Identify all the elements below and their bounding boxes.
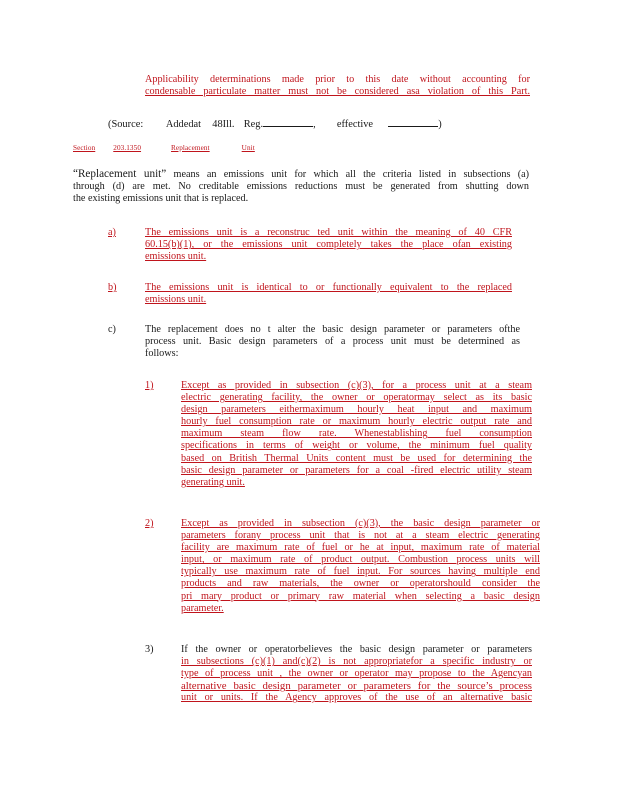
section-number: 203.1350 [113, 144, 142, 152]
source-effective: effective [336, 119, 374, 130]
section-title-a: Replacement [171, 144, 210, 152]
effective-date-blank [388, 116, 438, 127]
subitem-2-text [181, 518, 540, 615]
definition-line-2: through (d) are met. No creditable emissions reductions must be generated from shutting down [73, 181, 529, 193]
source-volume: 48Ill. [212, 119, 235, 130]
subitem-2-line: Except as provided in subsection (c)(3), the basic design parameter or [181, 518, 540, 529]
item-a-line: 60.15(b)(1), or the emissions unit completely takes the place ofan existing [145, 239, 512, 251]
subitem-2-line: products and raw materials, the owner or operatorshould consider the [181, 578, 540, 590]
item-a-line: The emissions unit is a reconstruc ted unit within the meaning of 40 CFR [145, 227, 512, 238]
subitem-2-line: input, or maximum rate of product output. Combustion process units will [181, 554, 540, 566]
item-c-line: process unit. Basic design parameters of a process unit must be determined as [145, 336, 520, 348]
subitem-3-line: unit or units. If the Agency approves of the use of an alternative basic [181, 692, 532, 704]
section-heading [73, 144, 265, 152]
subitem-3-line: alternative basic design parameter or parameters for the source’s process [181, 680, 532, 693]
subitem-1-text [181, 380, 532, 489]
source-open: (Source: [108, 119, 144, 130]
item-c-line: The replacement does no t alter the basic design parameter or parameters ofthe [145, 324, 520, 335]
item-b-line: emissions unit. [145, 294, 207, 306]
subitem-1-line: maximum steam flow rate. Whenestablishing fuel consumption [181, 428, 532, 440]
subitem-1-line: design parameters eithermaximum hourly heat input and maximum [181, 404, 532, 416]
subitem-2-line: parameter. [181, 602, 224, 614]
subitem-3-marker: 3) [145, 644, 154, 655]
subitem-2-marker: 2) [145, 518, 154, 529]
section-title-b: Unit [241, 144, 255, 152]
source-note [108, 116, 442, 131]
definition-paragraph [73, 168, 529, 205]
subitem-3-line: type of process unit , the owner or operator may propose to the Agencyan [181, 668, 532, 680]
defined-term: “Replacement unit” [73, 168, 167, 180]
item-c-text [145, 324, 520, 360]
subitem-1-line: based on British Thermal Units content must be used for determining the [181, 452, 532, 464]
definition-line-1 [73, 168, 529, 181]
subitem-1-line: Except as provided in subsection (c)(3), for a process unit at a steam [181, 380, 532, 391]
subitem-1-line: electric generating facility, the owner or operatormay select as its basic [181, 392, 532, 404]
subitem-2-line: parameters forany process unit that is not at a steam electric generating [181, 530, 540, 542]
subitem-1-marker: 1) [145, 380, 154, 391]
subitem-3-line: If the owner or operatorbelieves the basic design parameter or parameters [181, 644, 532, 655]
subitem-2-line: typically use maximum rate of fuel input. For sources having multiple end [181, 566, 540, 578]
subitem-2-line: pri mary product or primary raw material when selecting a basic design [181, 590, 540, 602]
subitem-1-line: hourly fuel consumption rate or maximum hourly electric output rate and [181, 416, 532, 428]
source-comma: , [313, 119, 316, 130]
subitem-2-line: facility are maximum rate of fuel or he at input, maximum rate of material [181, 542, 540, 554]
subitem-3-text [181, 644, 532, 704]
item-b-text [145, 282, 512, 306]
item-c-marker: c) [108, 324, 116, 335]
source-reg: Reg. [243, 119, 264, 130]
source-close: ) [438, 119, 442, 130]
definition-line-3: the existing emissions unit that is replaced. [73, 193, 249, 205]
intro-line-2: condensable particulate matter must not be considered asa violation of this Part. [145, 86, 530, 98]
item-a-line: emissions unit. [145, 251, 207, 263]
definition-line-1-rest: means an emissions unit for which all the criteria listed in subsections (a) [173, 169, 530, 180]
item-b-line: The emissions unit is identical to or functionally equivalent to the replaced [145, 282, 512, 293]
subitem-3-line: in subsections (c)(1) and(c)(2) is not appropriatefor a specific industry or [181, 656, 532, 668]
subitem-1-line: specifications in terms of weight or volume, the minimum fuel quality [181, 440, 532, 452]
intro-line-1: Applicability determinations made prior to this date without accounting for [145, 74, 530, 85]
section-word: Section [73, 144, 96, 152]
item-a-marker: a) [108, 227, 116, 238]
item-a-text [145, 227, 512, 263]
item-c-line: follows: [145, 348, 179, 360]
source-added: Addedat [165, 119, 202, 130]
intro-paragraph [145, 74, 530, 98]
item-b-marker: b) [108, 282, 117, 293]
subitem-1-line: generating unit. [181, 476, 245, 488]
register-page-blank [263, 116, 313, 127]
subitem-1-line: basic design parameter or parameters for a coal -fired electric utility steam [181, 464, 532, 476]
